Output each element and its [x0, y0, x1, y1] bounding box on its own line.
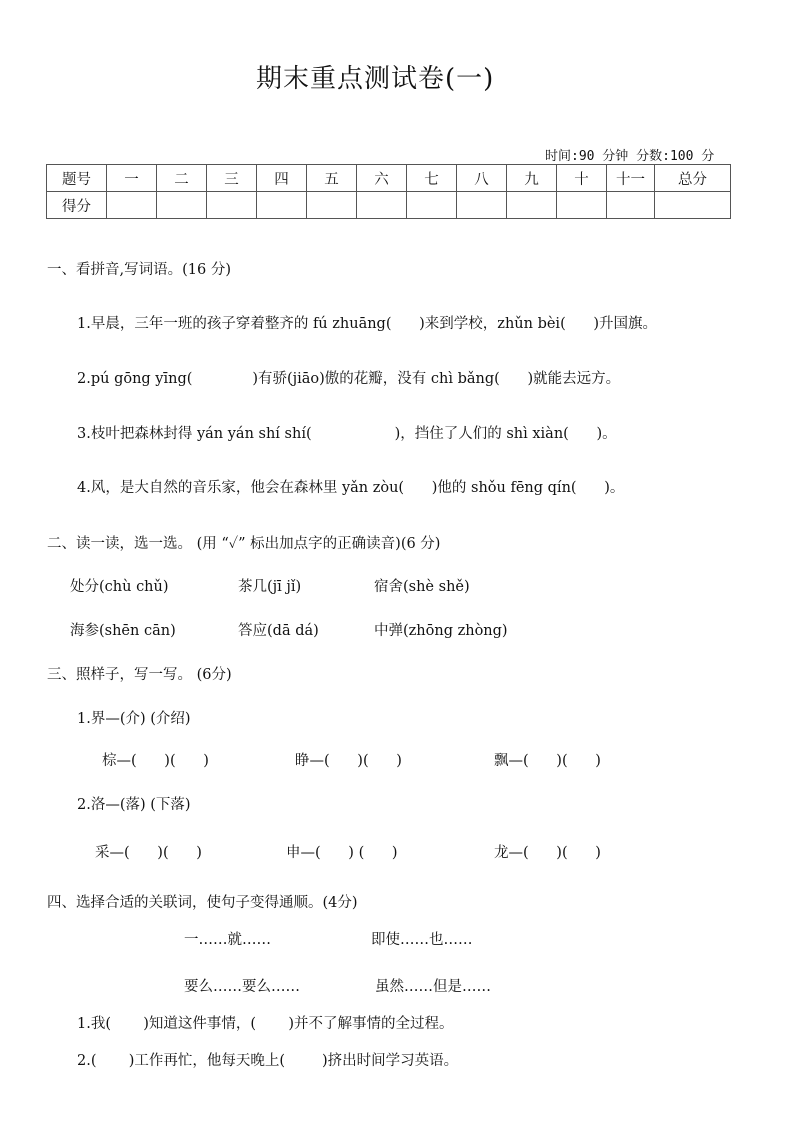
s2-item: 中弹(zhōng zhòng) [374, 623, 508, 639]
s4-question-1: 1.我( )知道这件事情，( )并不了解事情的全过程。 [77, 1016, 454, 1032]
table-cell: 二 [157, 165, 207, 192]
section-4-heading: 四、选择合适的关联词，使句子变得通顺。(4分) [47, 895, 358, 911]
table-cell: 得分 [47, 192, 107, 219]
score-cell[interactable] [557, 192, 607, 219]
score-cell[interactable] [257, 192, 307, 219]
section-3-heading: 三、照样子，写一写。 (6分) [47, 667, 232, 683]
s1-question-2: 2.pú gōng yīng( )有骄(jiāo)傲的花瓣，没有 chì bǎng( )就能去远方。 [77, 371, 621, 387]
table-cell: 七 [407, 165, 457, 192]
table-cell: 四 [257, 165, 307, 192]
table-cell: 五 [307, 165, 357, 192]
page-title: 期末重点测试卷(一) [256, 64, 495, 94]
score-cell[interactable] [107, 192, 157, 219]
table-cell: 九 [507, 165, 557, 192]
s4-option: 一……就…… [184, 932, 271, 948]
score-table-header-row [47, 165, 731, 192]
s3-blank[interactable]: 申—( ) ( ) [286, 845, 398, 861]
table-cell: 一 [107, 165, 157, 192]
table-cell: 十一 [607, 165, 655, 192]
score-cell[interactable] [207, 192, 257, 219]
table-cell: 八 [457, 165, 507, 192]
table-cell: 题号 [47, 165, 107, 192]
score-cell[interactable] [655, 192, 731, 219]
s2-item: 宿舍(shè shě) [374, 579, 470, 595]
table-cell: 总分 [655, 165, 731, 192]
score-table-score-row [47, 192, 731, 219]
score-cell[interactable] [157, 192, 207, 219]
s2-item: 答应(dā dá) [238, 623, 319, 639]
s4-option: 即使……也…… [371, 932, 473, 948]
table-cell: 十 [557, 165, 607, 192]
score-cell[interactable] [357, 192, 407, 219]
score-cell[interactable] [607, 192, 655, 219]
score-cell[interactable] [507, 192, 557, 219]
s4-option: 要么……要么…… [184, 979, 300, 995]
s3-blank[interactable]: 棕—( )( ) [102, 753, 209, 769]
score-cell[interactable] [307, 192, 357, 219]
s4-option: 虽然……但是…… [375, 979, 491, 995]
s4-question-2: 2.( )工作再忙，他每天晚上( )挤出时间学习英语。 [77, 1053, 459, 1069]
s2-item: 海参(shēn cān) [70, 623, 176, 639]
s2-item: 茶几(jī jǐ) [238, 579, 302, 595]
s3-blank[interactable]: 睁—( )( ) [295, 753, 402, 769]
section-2-heading: 二、读一读，选一选。 (用 “✓” 标出加点字的正确读音)(6 分) [47, 536, 441, 552]
s3-example-2: 2.洛—(落) (下落) [77, 797, 191, 813]
s3-example-1: 1.界—(介) (介绍) [77, 711, 191, 727]
score-cell[interactable] [407, 192, 457, 219]
table-cell: 六 [357, 165, 407, 192]
s1-question-1: 1.早晨，三年一班的孩子穿着整齐的 fú zhuāng( )来到学校，zhǔn bèi( )升国旗。 [77, 316, 658, 332]
time-score-info: 时间:90 分钟 分数:100 分 [545, 149, 715, 164]
s3-blank[interactable]: 采—( )( ) [95, 845, 202, 861]
score-table [46, 164, 731, 219]
table-cell: 三 [207, 165, 257, 192]
s1-question-4: 4.风，是大自然的音乐家，他会在森林里 yǎn zòu( )他的 shǒu fēng qín( )。 [77, 480, 625, 496]
s1-question-3: 3.枝叶把森林封得 yán yán shí shí( )，挡住了人们的 shì xiàn( )。 [77, 426, 617, 442]
s3-blank[interactable]: 龙—( )( ) [494, 845, 601, 861]
s2-item: 处分(chù chǔ) [70, 579, 169, 595]
score-cell[interactable] [457, 192, 507, 219]
s3-blank[interactable]: 飘—( )( ) [494, 753, 601, 769]
section-1-heading: 一、看拼音,写词语。(16 分) [47, 262, 231, 278]
